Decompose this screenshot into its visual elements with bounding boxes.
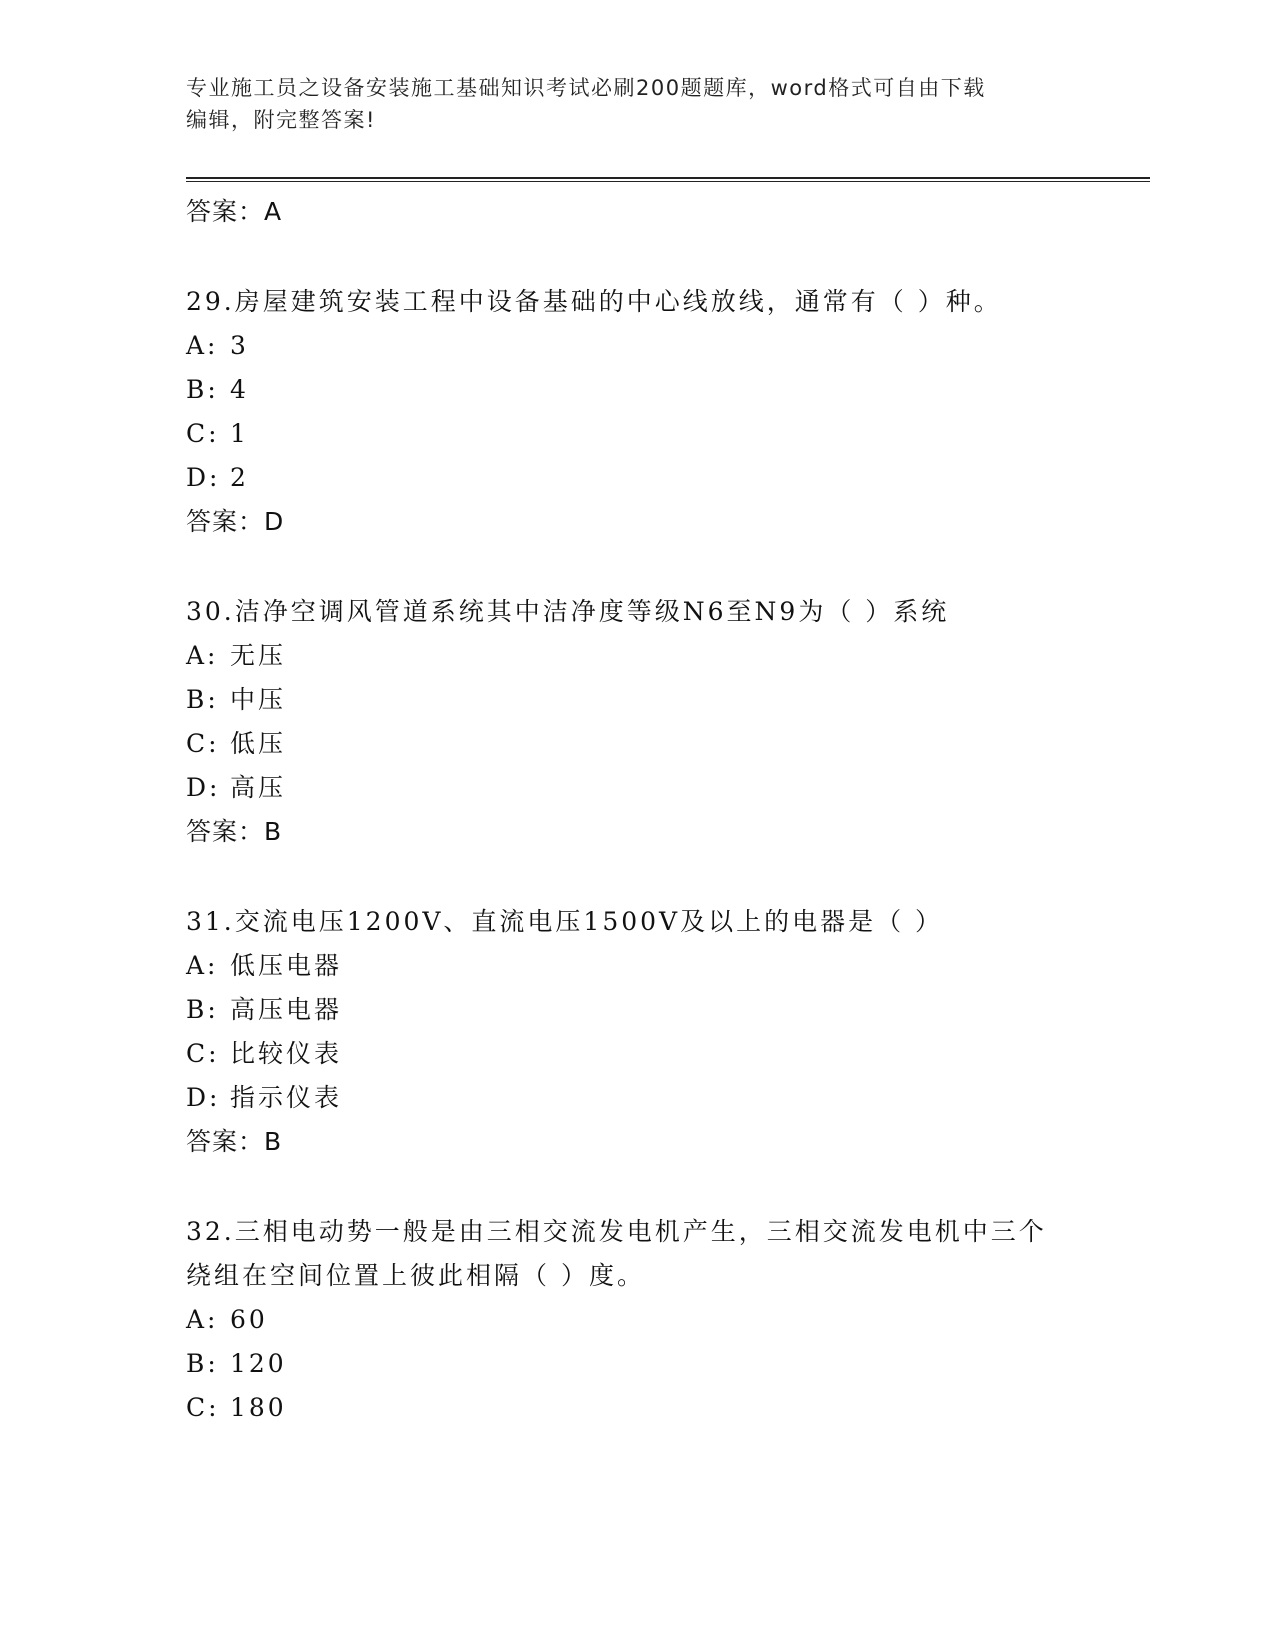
option-c — [186, 722, 1086, 766]
option-a — [186, 944, 1086, 988]
question-text: 29.房屋建筑安装工程中设备基础的中心线放线，通常有（ ）种。 — [186, 287, 1002, 316]
option-value: 高压电器 — [230, 995, 343, 1024]
option-b — [186, 988, 1086, 1032]
option-key: B: — [186, 1349, 219, 1378]
option-key: D: — [186, 1083, 221, 1112]
option-value: 高压 — [230, 773, 287, 802]
option-value: 4 — [230, 375, 249, 404]
option-value: 指示仪表 — [230, 1083, 343, 1112]
option-value: 1 — [230, 419, 249, 448]
option-value: 3 — [230, 331, 249, 360]
question-text-line-1: 32.三相电动势一般是由三相交流发电机产生，三相交流发电机中三个 — [186, 1217, 1047, 1246]
option-key: B: — [186, 685, 219, 714]
question-text: 30.洁净空调风管道系统其中洁净度等级N6至N9为（ ）系统 — [186, 597, 950, 626]
option-value: 低压电器 — [230, 951, 343, 980]
option-b — [186, 678, 1086, 722]
question-31 — [186, 900, 1086, 1164]
option-a — [186, 324, 1086, 368]
answer-line: 答案：A — [186, 197, 283, 226]
question-list — [186, 190, 1086, 1430]
answer-line: 答案：B — [186, 817, 283, 846]
option-c — [186, 1386, 1086, 1430]
option-key: A: — [186, 951, 219, 980]
option-key: C: — [186, 419, 220, 448]
option-key: A: — [186, 331, 219, 360]
option-value: 中压 — [230, 685, 287, 714]
question-text-line-2: 绕组在空间位置上彼此相隔（ ）度。 — [186, 1261, 645, 1290]
option-value: 60 — [230, 1305, 268, 1334]
answer-line: 答案：D — [186, 507, 285, 536]
question-30 — [186, 590, 1086, 854]
option-value: 120 — [230, 1349, 287, 1378]
option-value: 比较仪表 — [230, 1039, 343, 1068]
option-value: 低压 — [230, 729, 287, 758]
option-key: D: — [186, 463, 221, 492]
option-key: A: — [186, 641, 219, 670]
option-b — [186, 368, 1086, 412]
question-32 — [186, 1210, 1086, 1430]
header-title-line-1: 专业施工员之设备安装施工基础知识考试必刷200题题库，word格式可自由下载 — [186, 76, 986, 100]
header-divider — [186, 177, 1150, 179]
option-d — [186, 1076, 1086, 1120]
option-key: A: — [186, 1305, 219, 1334]
option-key: C: — [186, 1393, 220, 1422]
option-a — [186, 1298, 1086, 1342]
answer-line: 答案：B — [186, 1127, 283, 1156]
option-key: B: — [186, 375, 219, 404]
option-key: D: — [186, 773, 221, 802]
option-b — [186, 1342, 1086, 1386]
option-key: B: — [186, 995, 219, 1024]
option-key: C: — [186, 1039, 220, 1068]
document-header — [186, 72, 1086, 136]
option-value: 无压 — [230, 641, 287, 670]
option-value: 180 — [230, 1393, 287, 1422]
option-key: C: — [186, 729, 220, 758]
question-text: 31.交流电压1200V、直流电压1500V及以上的电器是（ ） — [186, 907, 944, 936]
option-value: 2 — [230, 463, 249, 492]
option-a — [186, 634, 1086, 678]
header-title-line-2: 编辑，附完整答案! — [186, 108, 376, 132]
option-c — [186, 1032, 1086, 1076]
option-d — [186, 766, 1086, 810]
option-d — [186, 456, 1086, 500]
header-divider-thin — [186, 181, 1150, 182]
question-29 — [186, 280, 1086, 544]
option-c — [186, 412, 1086, 456]
